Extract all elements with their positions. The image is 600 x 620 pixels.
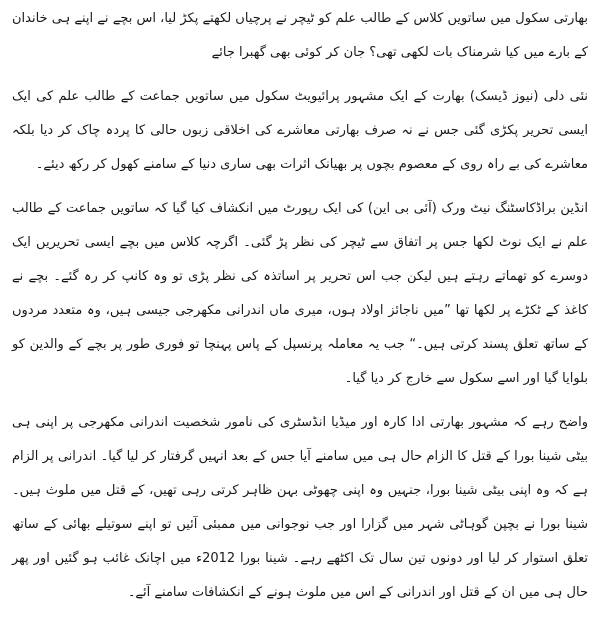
article-paragraph-headline: بھارتی سکول میں ساتویں کلاس کے طالب علم کو ٹیچر نے پرچیاں لکھتے پکڑ لیا، اس بچے نے اپنے ہی خاندان کے بارے میں کیا شرمناک بات لکھی تھی؟ جان کر کوئی بھی گھبرا جائے: [12, 11, 588, 60]
article-paragraph-report: انڈین براڈکاسٹنگ نیٹ ورک (آئی بی این) کی ایک رپورٹ میں انکشاف کیا گیا کہ ساتویں جماعت کے طالب علم نے ایک نوٹ لکھا جس پر اتفاق سے ٹیچر کی نظر پڑ گئی۔ اگرچہ کلاس میں بچے ایسی تحریریں ایک دوسرے کو تھماتے رہتے ہیں لیکن جب اس تحریر پر اساتذہ کی نظر پڑی تو وہ کانپ کر رہ گئے۔ بچے نے کاغذ کے ٹکڑے پر لکھا تھا ”میں ناجائز اولاد ہوں، میری ماں اندرانی مکھرجی جیسی ہیں، وہ متعدد مردوں کے ساتھ تعلق پسند کرتی ہیں۔“ جب یہ معاملہ پرنسپل کے پاس پہنچا تو فوری طور پر بچے کے والدین کو بلوایا گیا اور اسے سکول سے خارج کر دیا گیا۔: [12, 201, 588, 386]
article-paragraph-intro: نئی دلی (نیوز ڈیسک) بھارت کے ایک مشہور پرائیویٹ سکول میں ساتویں جماعت کے طالب علم کی ایک ایسی تحریر پکڑی گئی جس نے نہ صرف بھارتی معاشرے کی اخلاقی زبوں حالی کا پردہ چاک کر دیا بلکہ معاشرے کی بے راہ روی کے معصوم بچوں پر بھیانک اثرات بھی ساری دنیا کے سامنے کھول کر رکھ دیئے۔: [12, 89, 588, 172]
article-paragraph-background: واضح رہے کہ مشہور بھارتی ادا کارہ اور میڈیا انڈسٹری کی نامور شخصیت اندرانی مکھرجی پر اپنی ہی بیٹی شینا بورا کے قتل کا الزام حال ہی میں سامنے آیا جس کے بعد انہیں گرفتار کر لیا گیا۔ اندرانی پر الزام ہے کہ وہ اپنی بیٹی شینا بورا، جنہیں وہ اپنی چھوٹی بہن ظاہر کرتی رہی تھیں، کے قتل میں ملوث ہیں۔ شینا بورا نے بچپن گوہاٹی شہر میں گزارا اور جب نوجوانی میں ممبئی آئیں تو اپنے سوتیلے بھائی کے ساتھ تعلق استوار کر لیا اور دونوں تین سال تک اکٹھے رہے۔ شینا بورا 2012ء میں اچانک غائب ہو گئیں اور پھر حال ہی میں ان کے قتل اور اندرانی کے اس میں ملوث ہونے کے انکشافات سامنے آئے۔: [12, 415, 588, 600]
article-body: [12, 2, 588, 620]
